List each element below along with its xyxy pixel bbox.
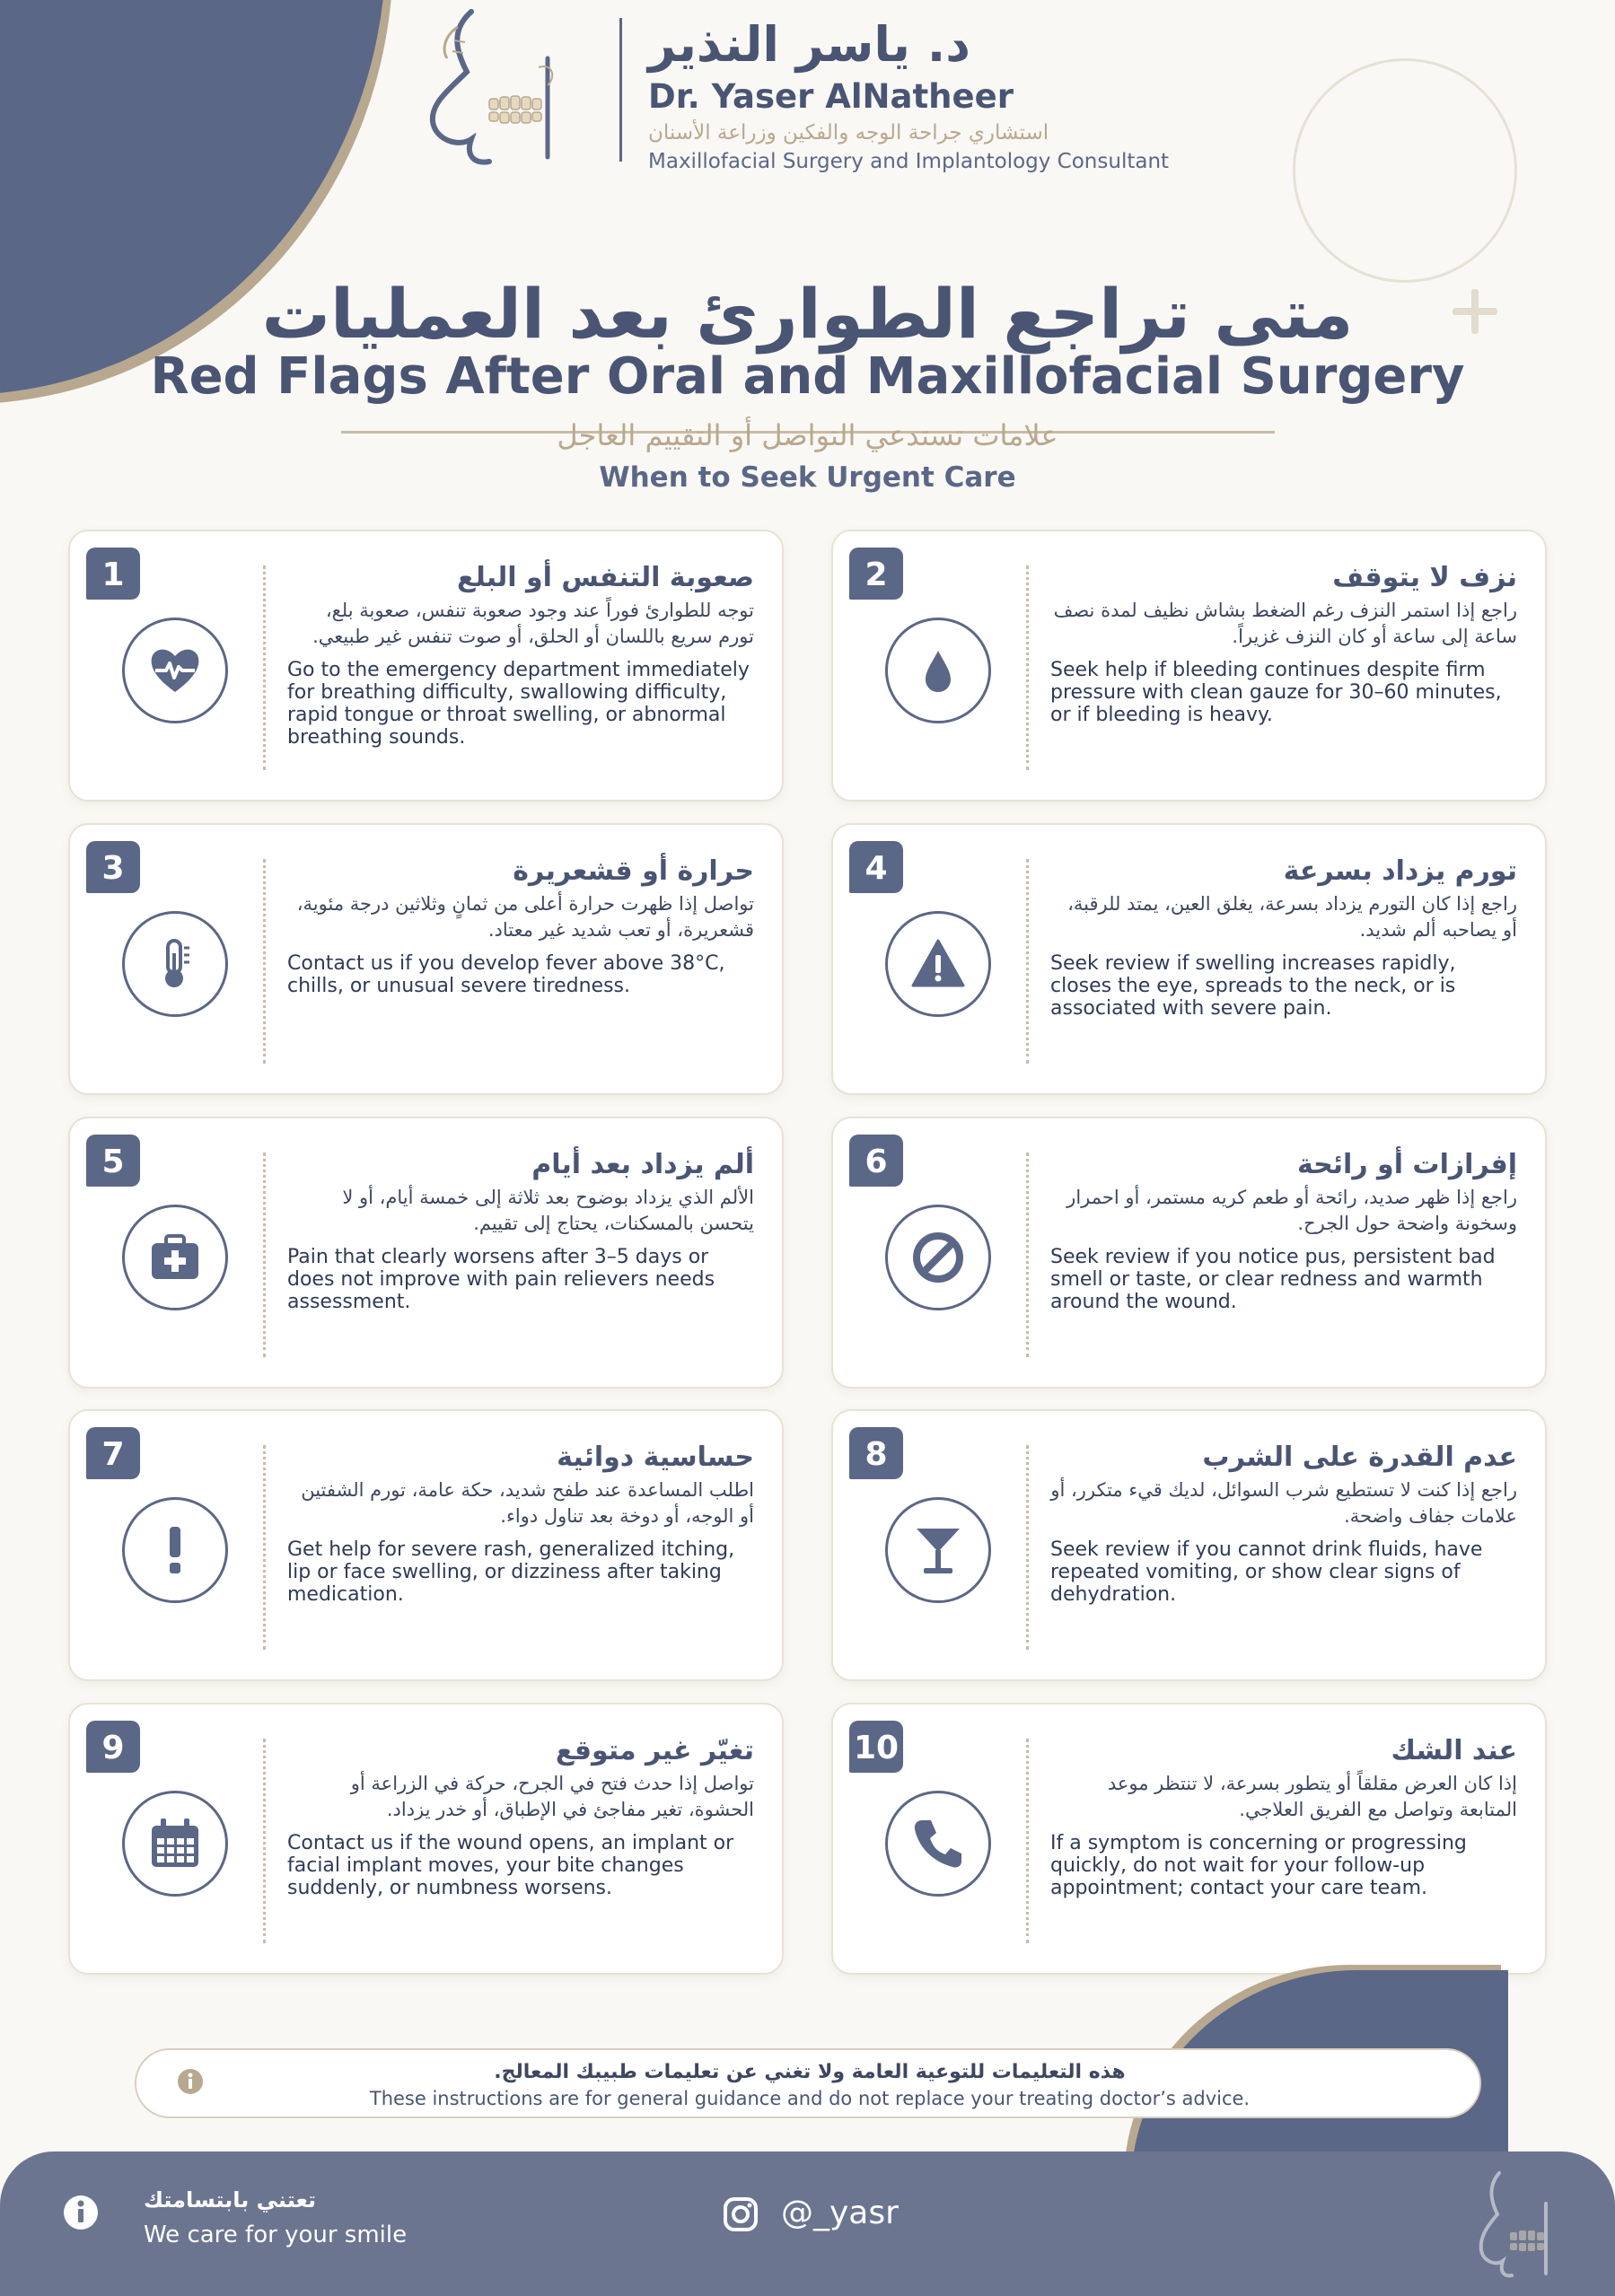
instagram-icon[interactable] bbox=[723, 2196, 759, 2232]
footer-logo-icon bbox=[1472, 2168, 1553, 2280]
red-flag-card bbox=[831, 823, 1547, 1095]
card-divider bbox=[263, 565, 267, 770]
card-text-en: Seek review if you notice pus, persistent bad smell or taste, or clear redness and warmth around the wound. bbox=[1050, 1246, 1496, 1313]
glass-icon bbox=[885, 1497, 991, 1603]
card-text-ar: راجع إذا كان التورم يزداد بسرعة، يغلق العين، يمتد للرقبة، أو يصاحبه ألم شديد. bbox=[1067, 893, 1517, 941]
card-text-en: Go to the emergency department immediately for breathing difficulty, swallowing difficulty, rapid tongue or throat swelling, or abnormal breathing sounds. bbox=[287, 659, 750, 749]
card-text-en: Seek review if you cannot drink fluids, have repeated vomiting, or show clear signs of dehydration. bbox=[1050, 1538, 1483, 1606]
card-divider bbox=[263, 1445, 267, 1650]
brand-specialty-en: Maxillofacial Surgery and Implantology Consultant bbox=[648, 150, 1170, 173]
brand-block bbox=[648, 13, 1277, 175]
red-flag-card bbox=[68, 530, 784, 802]
card-title-ar: عدم القدرة على الشرب bbox=[1202, 1442, 1517, 1473]
page-title-en: Red Flags After Oral and Maxillofacial Surgery bbox=[150, 347, 1465, 406]
card-text-ar: إذا كان العرض مقلقاً أو يتطور بسرعة، لا تنتظر موعد المتابعة وتواصل مع الفريق العلاجي. bbox=[1107, 1773, 1517, 1820]
red-flag-card bbox=[68, 823, 784, 1095]
card-title-ar: نزف لا يتوقف bbox=[1332, 562, 1517, 593]
card-divider bbox=[263, 1152, 267, 1357]
card-text-ar: تواصل إذا حدث فتح في الجرح، حركة في الزراعة أو الحشوة، تغير مفاجئ في الإطباق، أو خدر يزداد. bbox=[350, 1773, 754, 1820]
red-flag-card bbox=[831, 1703, 1547, 1975]
disclaimer-text-en: These instructions are for general guidance and do not replace your treating doctor’s advice. bbox=[369, 2088, 1251, 2109]
page-subtitle-en: When to Seek Urgent Care bbox=[599, 461, 1016, 494]
prohibited-icon bbox=[885, 1205, 991, 1310]
card-divider bbox=[1026, 1152, 1030, 1357]
card-title-ar: تورم يزداد بسرعة bbox=[1283, 855, 1517, 887]
card-divider bbox=[1026, 859, 1030, 1064]
card-number-badge: 7 bbox=[86, 1427, 140, 1479]
footer bbox=[0, 2151, 1615, 2296]
card-number-badge: 6 bbox=[849, 1135, 903, 1187]
red-flag-card bbox=[68, 1409, 784, 1681]
medical-kit-icon bbox=[122, 1205, 228, 1310]
card-divider bbox=[1026, 1739, 1030, 1943]
card-number-badge: 8 bbox=[849, 1427, 903, 1479]
brand-name-ar: د. ياسر النذير bbox=[648, 16, 970, 73]
brand-name-en: Dr. Yaser AlNatheer bbox=[648, 77, 1014, 116]
card-number-badge: 5 bbox=[86, 1135, 140, 1187]
heart-pulse-icon bbox=[122, 618, 228, 723]
card-title-ar: إفرازات أو رائحة bbox=[1296, 1149, 1517, 1180]
card-text-en: Seek review if swelling increases rapidly, closes the eye, spreads to the neck, or is associated with severe pain. bbox=[1050, 952, 1456, 1020]
logo-divider bbox=[619, 18, 622, 162]
calendar-icon bbox=[122, 1791, 228, 1897]
thermometer-icon bbox=[122, 911, 228, 1017]
card-text-ar: تواصل إذا ظهرت حرارة أعلى من ثمانٍ وثلاثين درجة مئوية، قشعريرة، أو تعب شديد غير معتاد. bbox=[296, 893, 754, 941]
card-text-ar: راجع إذا ظهر صديد، رائحة أو طعم كريه مستمر، أو احمرار وسخونة واضحة حول الجرح. bbox=[1066, 1187, 1517, 1234]
red-flag-card bbox=[68, 1703, 784, 1975]
card-text-ar: اطلب المساعدة عند طفح شديد، حكة عامة، تورم الشفتين أو الوجه، أو دوخة بعد تناول دواء. bbox=[301, 1479, 754, 1527]
page-title-ar: متى تراجع الطوارئ بعد العمليات bbox=[261, 274, 1354, 354]
info-icon bbox=[63, 2195, 99, 2230]
card-text-en: Contact us if you develop fever above 38°C, chills, or unusual severe tiredness. bbox=[287, 952, 725, 997]
phone-icon bbox=[885, 1791, 991, 1897]
red-flag-card bbox=[831, 530, 1547, 802]
logo-face-teeth-icon bbox=[422, 4, 566, 166]
footer-tagline-en: We care for your smile bbox=[144, 2222, 408, 2248]
card-text-en: Seek help if bleeding continues despite firm pressure with clean gauze for 30–60 minutes, or if bleeding is heavy. bbox=[1050, 659, 1502, 726]
card-number-badge: 9 bbox=[86, 1721, 140, 1773]
disclaimer-box bbox=[135, 2048, 1481, 2118]
page-subtitle-ar: علامات تستدعي التواصل أو التقييم العاجل bbox=[557, 418, 1058, 452]
red-flag-card bbox=[68, 1117, 784, 1389]
red-flag-card bbox=[831, 1117, 1547, 1389]
drop-icon bbox=[885, 618, 991, 723]
decorative-circle bbox=[1293, 58, 1517, 283]
card-title-ar: حرارة أو قشعريرة bbox=[513, 855, 754, 887]
brand-specialty-ar: استشاري جراحة الوجه والفكين وزراعة الأسنان bbox=[648, 121, 1049, 145]
card-title-ar: عند الشك bbox=[1391, 1735, 1517, 1766]
card-divider bbox=[263, 859, 267, 1064]
card-title-ar: تغيّر غير متوقع bbox=[555, 1735, 754, 1766]
card-number-badge: 4 bbox=[849, 841, 903, 893]
card-text-ar: الألم الذي يزداد بوضوح بعد ثلاثة إلى خمسة أيام، أو لا يتحسن بالمسكنات، يحتاج إلى تقييم. bbox=[342, 1187, 754, 1234]
warning-triangle-icon bbox=[885, 911, 991, 1017]
card-number-badge: 1 bbox=[86, 548, 140, 600]
card-divider bbox=[1026, 1445, 1030, 1650]
disclaimer-text-ar: هذه التعليمات للتوعية العامة ولا تغني عن تعليمات طبيبك المعالج. bbox=[494, 2061, 1126, 2083]
card-text-en: If a symptom is concerning or progressing quickly, do not wait for your follow-up appointment; contact your care team. bbox=[1050, 1832, 1467, 1899]
social-handle-link[interactable]: @_yasr bbox=[781, 2195, 899, 2231]
card-number-badge: 2 bbox=[849, 548, 903, 600]
card-text-en: Contact us if the wound opens, an implant or facial implant moves, your bite changes suddenly, or numbness worsens. bbox=[287, 1832, 734, 1899]
card-title-ar: ألم يزداد بعد أيام bbox=[531, 1149, 754, 1180]
card-text-ar: توجه للطوارئ فوراً عند وجود صعوبة تنفس، صعوبة بلع، تورم سريع باللسان أو الحلق، أو صوت تنفس غير طبيعي. bbox=[312, 600, 754, 647]
card-divider bbox=[263, 1739, 267, 1943]
card-text-ar: راجع إذا استمر النزف رغم الضغط بشاش نظيف لمدة نصف ساعة إلى ساعة أو كان النزف غزيراً. bbox=[1053, 600, 1517, 647]
exclamation-icon bbox=[122, 1497, 228, 1603]
red-flag-card bbox=[831, 1409, 1547, 1681]
card-divider bbox=[1026, 565, 1030, 770]
card-title-ar: حساسية دوائية bbox=[557, 1442, 754, 1473]
card-text-en: Pain that clearly worsens after 3–5 days or does not improve with pain relievers needs assessment. bbox=[287, 1246, 715, 1313]
card-number-badge: 10 bbox=[849, 1721, 903, 1773]
footer-tagline-ar: تعتني بابتسامتك bbox=[144, 2187, 317, 2213]
card-title-ar: صعوبة التنفس أو البلع bbox=[456, 562, 754, 593]
card-number-badge: 3 bbox=[86, 841, 140, 893]
card-text-ar: راجع إذا كنت لا تستطيع شرب السوائل، لديك قيء متكرر، أو علامات جفاف واضحة. bbox=[1050, 1479, 1517, 1527]
card-text-en: Get help for severe rash, generalized itching, lip or face swelling, or dizziness after taking medication. bbox=[287, 1538, 735, 1606]
